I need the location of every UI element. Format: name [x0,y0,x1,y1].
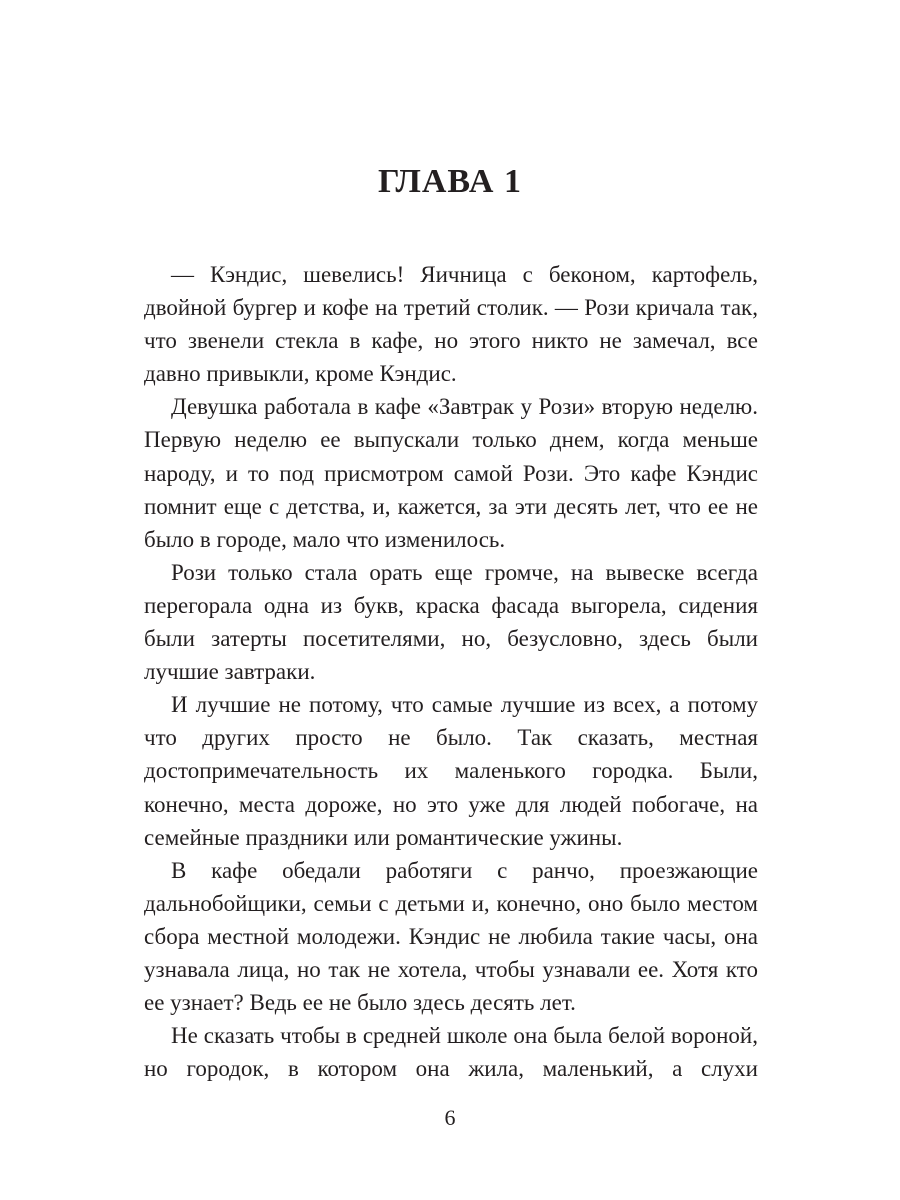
paragraph: И лучшие не потому, что самые лучшие из всех, а потому что других просто не было. Так сказать, местная достопримечательность их маленького городка. Были, конечно, места дороже, но это уже для людей побогаче, на семейные праздники или романтические ужины. [144,692,758,850]
paragraph: — Кэндис, шевелись! Яичница с беконом, картофель, двойной бургер и кофе на третий столик. — Рози кричала так, что звенели стекла в кафе, но этого никто не замечал, все давно привыкли, кроме Кэндис. [144,262,758,387]
paragraph: Рози только стала орать еще громче, на вывеске всегда перегорала одна из букв, краска фасада выгорела, сидения были затерты посетителями, но, безусловно, здесь были лучшие завтраки. [144,559,758,685]
chapter-body [144,258,758,1085]
chapter-title: ГЛАВА 1 [378,163,522,200]
page-number: 6 [444,1105,456,1130]
paragraph-continued: Не сказать чтобы в средней школе она была белой вороной, но городок, в котором она жила, маленький, а слухи [144,1023,758,1082]
paragraph: В кафе обедали работяги с ранчо, проезжающие дальнобойщики, семьи с детьми и, конечно, оно было местом сбора местной молодежи. Кэндис не любила такие часы, она узнавала лица, но так не хотела, чтобы узнавали ее. Хотя кто ее узнает? Ведь ее не было здесь десять лет. [144,857,758,1016]
paragraph: Девушка работала в кафе «Завтрак у Рози» вторую неделю. Первую неделю ее выпускали только днем, когда меньше народу, и то под присмотром самой Рози. Это кафе Кэндис помнит еще с детства, и, кажется, за эти десять лет, что ее не было в городе, мало что изменилось. [144,394,758,552]
